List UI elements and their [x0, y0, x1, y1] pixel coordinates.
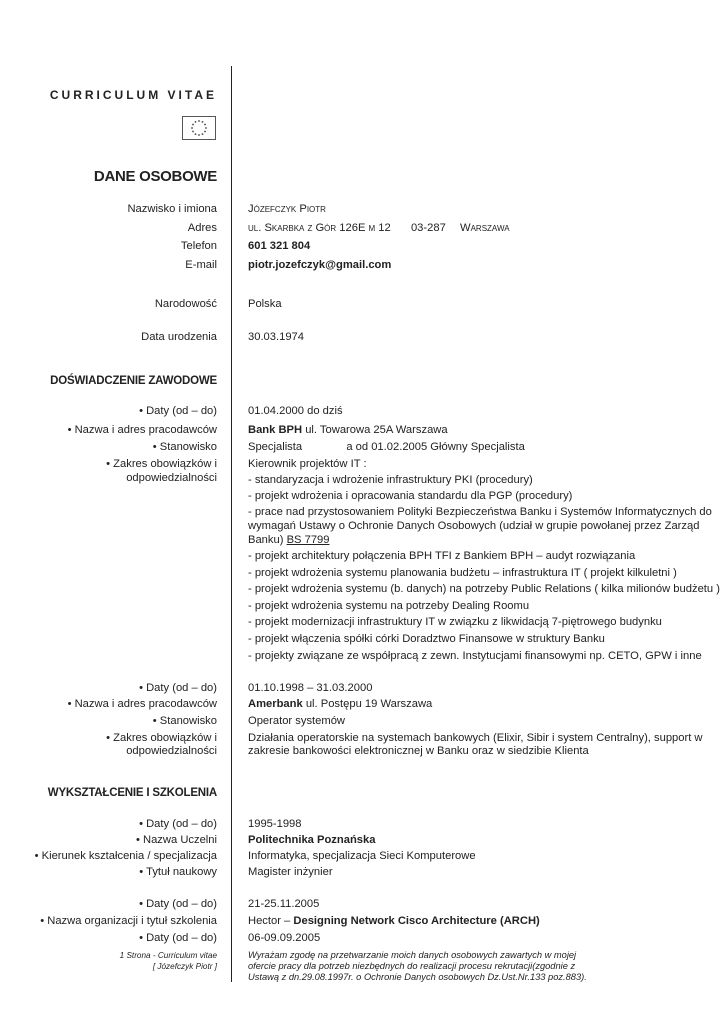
job2-employer-label: • Nazwa i adres pracodawców: [67, 698, 217, 710]
address-label: Adres: [187, 222, 217, 234]
nationality-value: Polska: [248, 298, 282, 310]
address-street: ul. Skarbka z Gór 126E m 12: [248, 222, 391, 234]
job1-employer-value: [248, 423, 448, 437]
job2-duty-0: Działania operatorskie na systemach bankowych (Elixir, Sibir i system Centralny), support w: [248, 732, 703, 744]
training1-date-value: 21-25.11.2005: [248, 898, 320, 910]
job2-duty-1: zakresie bankowości elektronicznej w Banku oraz w siedzibie Klienta: [248, 745, 589, 757]
experience-heading: DOŚWIADCZENIE ZAWODOWE: [50, 375, 217, 387]
edu1-title-label: • Tytuł naukowy: [139, 866, 217, 878]
job1-duty-4: wymagań Ustawy o Ochronie Danych Osobowych (udział w grupie powołanej przez Zarząd: [248, 520, 700, 532]
footer-consent-0: Wyrażam zgodę na przetwarzanie moich danych osobowych zawartych w mojej: [248, 950, 577, 960]
job1-duty-0: Kierownik projektów IT :: [248, 458, 367, 470]
vertical-divider: [231, 66, 232, 982]
edu1-title-value: Magister inżynier: [248, 866, 333, 878]
job1-position-1: Specjalista: [248, 441, 303, 453]
nationality-label: Narodowość: [154, 298, 217, 310]
job2-employer-address: ul. Postępu 19 Warszawa: [302, 698, 433, 710]
name-value: Józefczyk Piotr: [248, 203, 326, 215]
job1-position-label: • Stanowisko: [152, 441, 217, 453]
footer-author: [ Józefczyk Piotr ]: [152, 962, 217, 971]
edu1-field-value: Informatyka, specjalizacja Sieci Komputerowe: [248, 850, 476, 862]
edu1-school-label: • Nazwa Uczelni: [135, 834, 217, 846]
footer-consent-2: Ustawą z dn.29.08.1997r. o Ochronie Danych osobowych Dz.Ust.Nr.133 poz.883).: [248, 972, 587, 982]
job1-duties-label-2: odpowiedzialności: [126, 472, 217, 484]
training1-org-name: Hector –: [248, 915, 294, 927]
job1-employer-label: • Nazwa i adres pracodawców: [67, 424, 217, 436]
address-value: [248, 221, 510, 235]
address-city: Warszawa: [460, 222, 510, 234]
training1-org-value: [248, 914, 540, 928]
edu1-date-value: 1995-1998: [248, 818, 302, 830]
job2-date-label: • Daty (od – do): [139, 682, 217, 694]
job1-duty-2: - projekt wdrożenia i opracowania standardu dla PGP (procedury): [248, 490, 573, 502]
job1-duty-10: - projekt modernizacji infrastruktury IT w związku z likwidacją 7-piętrowego budynku: [248, 616, 662, 628]
personal-heading: DANE OSOBOWE: [93, 168, 217, 185]
job1-duty-7: - projekt wdrożenia systemu planowania budżetu – infrastruktura IT ( projekt kilkuletni ): [248, 567, 677, 579]
job2-position-label: • Stanowisko: [152, 715, 217, 727]
job1-duty-12: - projekty związane ze współpracą z zewn. Instytucjami finansowymi np. CETO, GPW i inne: [248, 650, 702, 662]
job2-position-value: Operator systemów: [248, 715, 345, 727]
address-zip: 03-287: [410, 222, 446, 234]
job1-duties-label-1: • Zakres obowiązków i: [106, 458, 217, 470]
email-value[interactable]: piotr.jozefczyk@gmail.com: [248, 259, 392, 271]
job2-date-value: 01.10.1998 – 31.03.2000: [248, 682, 373, 694]
job1-duty-11: - projekt włączenia spółki córki Doradztwo Finansowe w struktury Banku: [248, 633, 605, 645]
birth-label: Data urodzenia: [141, 331, 217, 343]
bs7799-link[interactable]: BS 7799: [286, 534, 330, 546]
job1-duty-5-text: Banku): [248, 534, 287, 546]
footer-consent-1: ofercie pracy dla potrzeb niezbędnych do realizacji procesu rekrutacji(zgodnie z: [248, 961, 576, 971]
education-heading: WYKSZTAŁCENIE I SZKOLENIA: [47, 787, 217, 799]
eu-flag-logo: [182, 116, 216, 140]
job1-date-label: • Daty (od – do): [139, 405, 217, 417]
cv-title: CURRICULUM VITAE: [49, 88, 217, 102]
edu1-date-label: • Daty (od – do): [139, 818, 217, 830]
job1-duty-3: - prace nad przystosowaniem Polityki Bezpieczeństwa Banku i Systemów Informatycznych do: [248, 506, 712, 518]
birth-value: 30.03.1974: [248, 331, 304, 343]
job2-employer-value: [248, 697, 432, 711]
job1-duty-9: - projekt wdrożenia systemu na potrzeby Dealing Roomu: [248, 600, 530, 612]
job1-position-value: [248, 440, 525, 454]
eu-stars-icon: [183, 117, 215, 139]
job2-duties-label-1: • Zakres obowiązków i: [106, 732, 217, 744]
training1-date-label: • Daty (od – do): [139, 898, 217, 910]
job1-duty-1: - standaryzacja i wdrożenie infrastruktury PKI (procedury): [248, 474, 533, 486]
name-label: Nazwisko i imiona: [127, 203, 217, 215]
job1-duty-6: - projekt architektury połączenia BPH TFI z Bankiem BPH – audyt rozwiązania: [248, 550, 636, 562]
job1-duty-8: - projekt wdrożenia systemu (b. danych) na potrzeby Public Relations ( kilka milionów budżetu ): [248, 583, 720, 595]
job1-date-value: 01.04.2000 do dziś: [248, 405, 343, 417]
job1-employer-name: Bank BPH: [248, 424, 303, 436]
phone-label: Telefon: [180, 240, 217, 252]
footer-page-info: 1 Strona - Curriculum vitae: [119, 951, 217, 960]
training2-date-label: • Daty (od – do): [139, 932, 217, 944]
training2-date-value: 06-09.09.2005: [248, 932, 321, 944]
edu1-field-label: • Kierunek kształcenia / specjalizacja: [34, 850, 217, 862]
job2-duties-label-2: odpowiedzialności: [126, 745, 217, 757]
job1-position-2: a od 01.02.2005 Główny Specjalista: [346, 441, 525, 453]
job1-duty-5: [248, 533, 329, 547]
edu1-school-value: Politechnika Poznańska: [248, 834, 376, 846]
email-label: E-mail: [185, 259, 217, 271]
training1-org-label: • Nazwa organizacji i tytuł szkolenia: [40, 915, 217, 927]
phone-value: 601 321 804: [248, 240, 311, 252]
training1-course: Designing Network Cisco Architecture (ARCH): [293, 915, 540, 927]
job2-employer-name: Amerbank: [248, 698, 303, 710]
job1-employer-address: ul. Towarowa 25A Warszawa: [302, 424, 448, 436]
